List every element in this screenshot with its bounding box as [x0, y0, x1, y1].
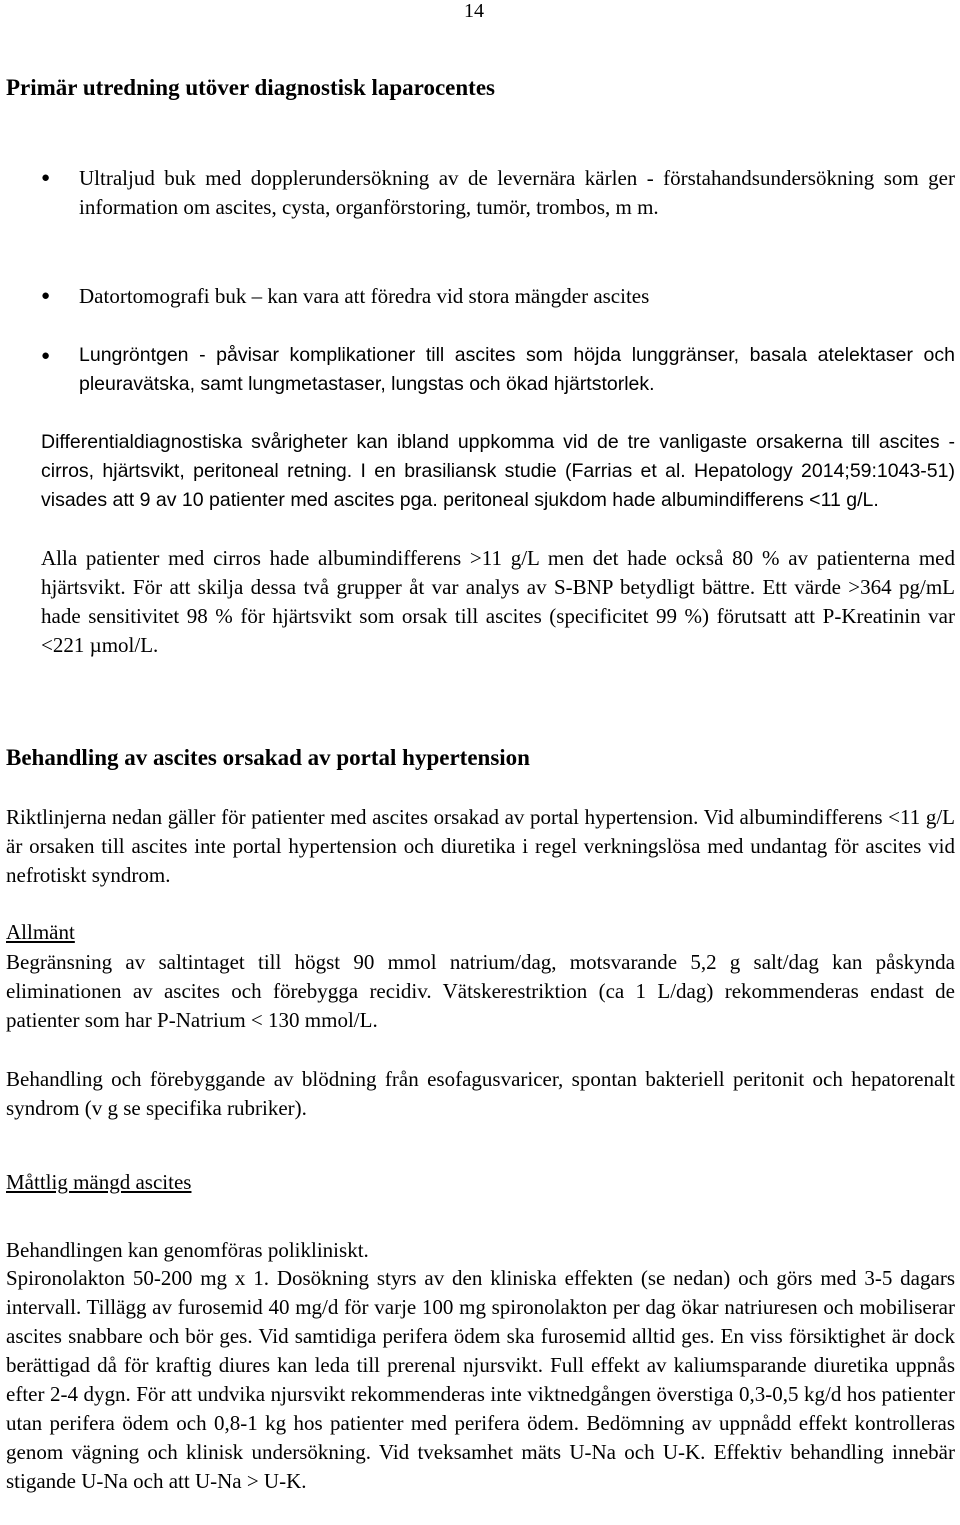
paragraph-salt-restriction: Begränsning av saltintaget till högst 90 mmol natrium/dag, motsvarande 5,2 g salt/dag kan påskynda eliminationen av ascites och förebygga recidiv. Vätskerestriktion (ca 1 L/dag) rekommenderas endast de patienter som har P-Natrium < 130 mmol/L.	[6, 950, 955, 1032]
list-item-text: Datortomografi buk – kan vara att föredra vid stora mängder ascites	[79, 284, 650, 308]
list-item-text: Lungröntgen - påvisar komplikationer till ascites som höjda lunggränser, basala atelektaser och pleuravätska, samt lungmetastaser, lungstas och ökad hjärtstorlek.	[79, 344, 955, 395]
bullet-icon: ●	[41, 347, 51, 364]
paragraph-bnp-analysis: Alla patienter med cirros hade albumindifferens >11 g/L men det hade också 80 % av patienterna med hjärtsvikt. För att skilja dessa två grupper åt var analys av S-BNP betydligt bättre. Ett värde >364 pg/mL hade sensitivitet 98 % för hjärtsvikt som orsak till ascites (specificitet 99 %) förutsatt att P-Kreatinin var <221 µmol/L.	[41, 546, 955, 657]
section-heading-treatment: Behandling av ascites orsakad av portal hypertension	[6, 745, 530, 770]
paragraph-spironolactone-dosing: Spironolakton 50-200 mg x 1. Dosökning styrs av den kliniska effekten (se nedan) och görs med 3-5 dagars intervall. Tillägg av furosemid 40 mg/d för varje 100 mg spironolakton per dag ökar natriuresen och mobiliserar ascites snabbare och bör ges. Vid samtidiga perifera ödem ska furosemid alltid ges. En viss försiktighet är dock berättigad då för kraftig diures kan leda till prerenal njursvikt. Full effekt av kaliumsparande diuretika uppnås efter 2-4 dygn. För att undvika njursvikt rekommenderas inte viktnedgången överstiga 0,3-0,5 kg/d hos patienter utan perifera ödem och 0,8-1 kg hos patienter med perifera ödem. Bedömning av uppnådd effekt kontrolleras genom vägning och klinisk undersökning. Vid tveksamhet mäts U-Na och U-K. Effektiv behandling innebär stigande U-Na och att U-Na > U-K.	[6, 1266, 955, 1493]
paragraph-outpatient-treatment: Behandlingen kan genomföras polikliniskt.	[6, 1238, 369, 1262]
page-number: 14	[464, 0, 484, 22]
subheading-moderate-ascites: Måttlig mängd ascites	[6, 1170, 192, 1194]
list-item	[41, 282, 955, 311]
subheading-general: Allmänt	[6, 920, 75, 944]
list-item-text: Ultraljud buk med dopplerundersökning av de levernära kärlen - förstahandsundersökning som ger information om ascites, cysta, organförstoring, tumör, trombos, m m.	[79, 166, 955, 219]
paragraph-differential-diagnosis: Differentialdiagnostiska svårigheter kan ibland uppkomma vid de tre vanligaste orsakerna till ascites - cirros, hjärtsvikt, peritoneal retning. I en brasiliansk studie (Farrias et al. Hepatology 2014;59:1043-51) visades att 9 av 10 patienter med ascites pga. peritoneal sjukdom hade albumindifferens <11 g/L.	[41, 431, 955, 511]
list-item	[41, 341, 955, 399]
bullet-icon: ●	[41, 288, 51, 304]
paragraph-complication-treatment: Behandling och förebyggande av blödning från esofagusvaricer, spontan bakteriell peritonit och hepatorenalt syndrom (v g se specifika rubriker).	[6, 1067, 955, 1120]
paragraph-guidelines-intro: Riktlinjerna nedan gäller för patienter med ascites orsakad av portal hypertension. Vid albumindifferens <11 g/L är orsaken till ascites inte portal hypertension och diuretika i regel verkningslösa med undantag för ascites vid nefrotiskt syndrom.	[6, 805, 955, 887]
list-item	[41, 164, 955, 222]
section-heading-primary-investigation: Primär utredning utöver diagnostisk laparocentes	[6, 75, 495, 100]
bullet-icon: ●	[41, 170, 51, 186]
